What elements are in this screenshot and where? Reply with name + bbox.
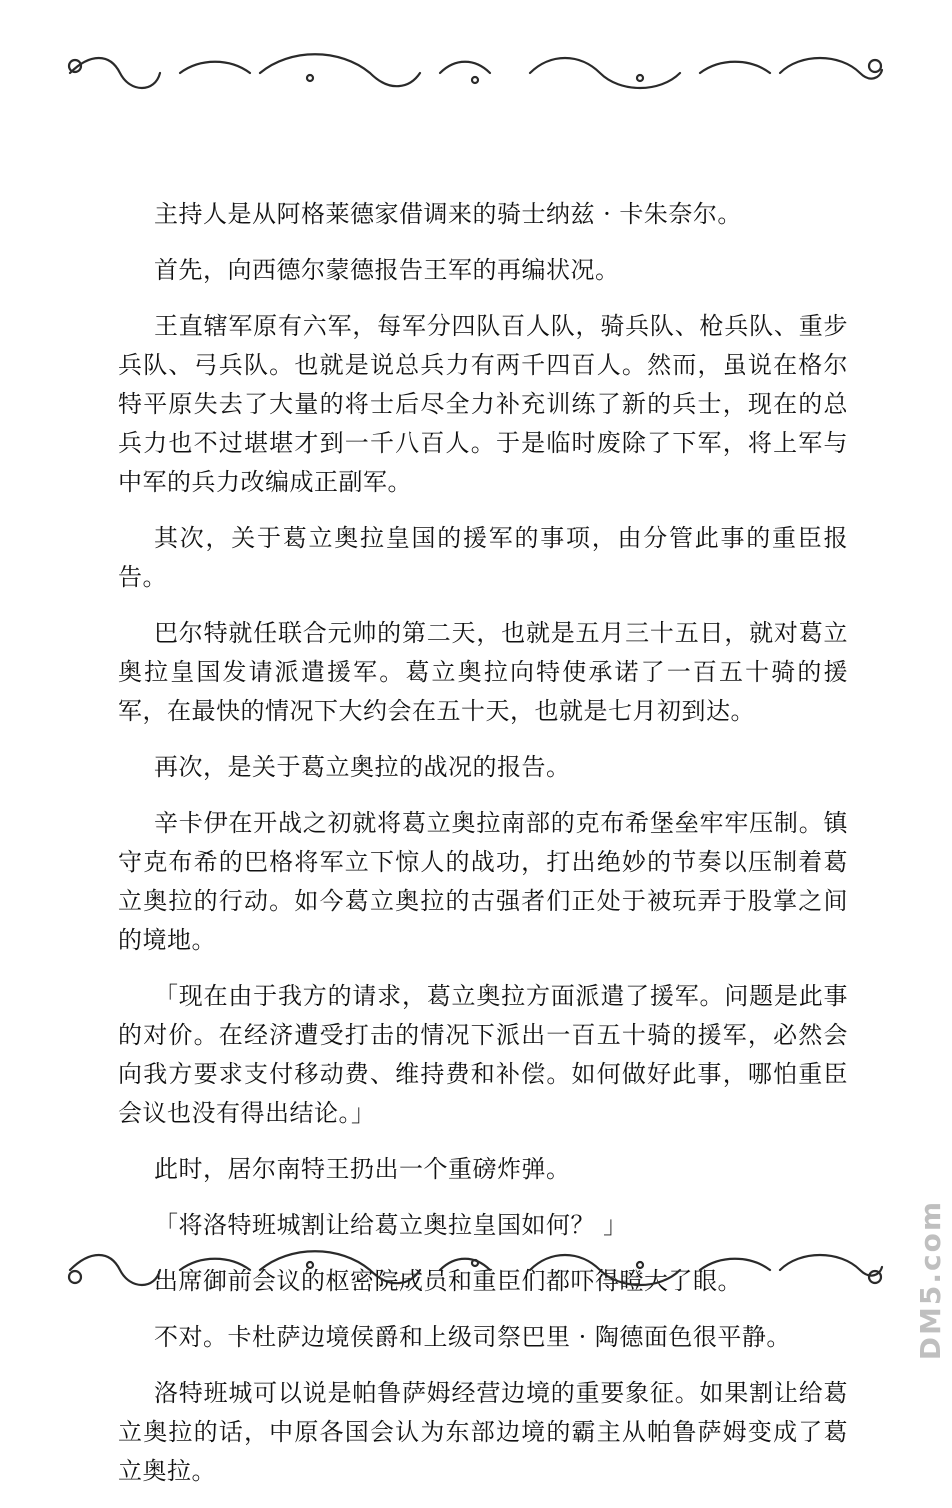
paragraph: 「现在由于我方的请求，葛立奥拉方面派遣了援军。问题是此事的对价。在经济遭受打击的情况下派出一百五十骑的援军，必然会向我方要求支付移动费、维持费和补偿。如何做好此事，哪怕重臣会议也没有得出结论。」 xyxy=(118,982,848,1127)
paragraph: 其次，关于葛立奥拉皇国的援军的事项，由分管此事的重臣报告。 xyxy=(118,524,848,591)
paragraph: 不对。卡杜萨边境侯爵和上级司祭巴里 · 陶德面色很平静。 xyxy=(154,1323,791,1351)
bottom-ornament-border xyxy=(60,1245,890,1295)
page-body-text xyxy=(118,195,848,1508)
paragraph: 主持人是从阿格莱德家借调来的骑士纳兹 · 卡朱奈尔。 xyxy=(154,200,742,228)
watermark-text: DM5.com xyxy=(914,1200,947,1361)
paragraph: 此时，居尔南特王扔出一个重磅炸弹。 xyxy=(154,1155,571,1183)
watermark-logo xyxy=(914,1200,947,1361)
paragraph: 再次，是关于葛立奥拉的战况的报告。 xyxy=(154,753,571,781)
paragraph: 巴尔特就任联合元帅的第二天，也就是五月三十五日，就对葛立奥拉皇国发请派遣援军。葛立奥拉向特使承诺了一百五十骑的援军，在最快的情况下大约会在五十天，也就是七月初到达。 xyxy=(118,619,848,725)
paragraph: 王直辖军原有六军，每军分四队百人队，骑兵队、枪兵队、重步兵队、弓兵队。也就是说总兵力有两千四百人。然而，虽说在格尔特平原失去了大量的将士后尽全力补充训练了新的兵士，现在的总兵力也不过堪堪才到一千八百人。于是临时废除了下军，将上军与中军的兵力改编成正副军。 xyxy=(118,312,848,496)
top-ornament-border xyxy=(60,48,890,98)
paragraph: 首先，向西德尔蒙德报告王军的再编状况。 xyxy=(154,256,620,284)
paragraph: 辛卡伊在开战之初就将葛立奥拉南部的克布希堡垒牢牢压制。镇守克布希的巴格将军立下惊人的战功，打出绝妙的节奏以压制着葛立奥拉的行动。如今葛立奥拉的古强者们正处于被玩弄于股掌之间的境地。 xyxy=(118,809,848,954)
paragraph: 出席御前会议的枢密院成员和重臣们都吓得瞪大了眼。 xyxy=(154,1267,742,1295)
paragraph: 「将洛特班城割让给葛立奥拉皇国如何？ 」 xyxy=(154,1211,628,1239)
paragraph: 洛特班城可以说是帕鲁萨姆经营边境的重要象征。如果割让给葛立奥拉的话，中原各国会认为东部边境的霸主从帕鲁萨姆变成了葛立奥拉。 xyxy=(118,1379,848,1485)
